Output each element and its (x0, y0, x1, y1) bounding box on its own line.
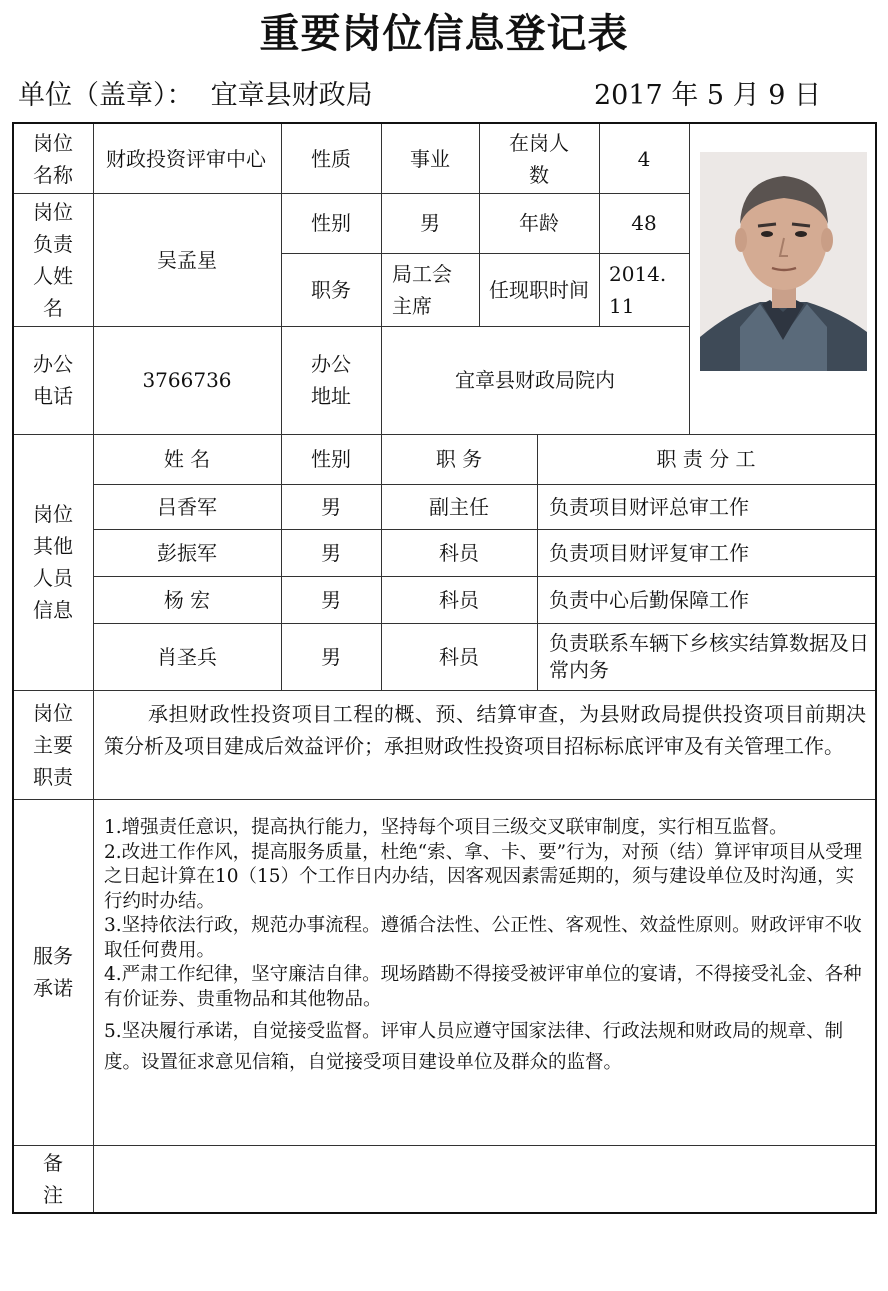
member-work: 负责中心后勤保障工作 (549, 587, 749, 612)
member-name: 杨 宏 (163, 587, 211, 612)
post-name-value: 财政投资评审中心 (106, 146, 266, 171)
office-address: 宜章县财政局院内 (455, 368, 615, 392)
members-header-name: 姓 名 (163, 447, 211, 471)
members-label: 岗位其他人员信息 (33, 502, 73, 622)
member-duty: 副主任 (429, 494, 489, 519)
member-work: 负责项目财评复审工作 (549, 540, 749, 565)
duty-label: 职务 (311, 277, 351, 302)
portrait-image (700, 152, 867, 371)
member-work: 负责项目财评总审工作 (549, 494, 749, 519)
member-gender: 男 (321, 644, 341, 669)
remarks-label: 备注 (43, 1150, 63, 1207)
grid-line (689, 124, 690, 434)
unit-value: 宜章县财政局 (210, 80, 373, 111)
service-label: 服务承诺 (33, 944, 73, 1000)
promise-item: 4.严肃工作纪律，坚守廉洁自律。现场踏勘不得接受被评审单位的宴请，不得接受礼金、各种有价证券、贵重物品和其他物品。 (104, 964, 862, 1010)
term-label: 任现职时间 (489, 277, 589, 302)
date-year-unit: 年 (671, 80, 699, 111)
office-phone: 3766736 (142, 368, 232, 392)
member-gender: 男 (321, 540, 341, 565)
date-line (594, 78, 821, 114)
members-header-gender: 性别 (311, 447, 351, 471)
gender-label: 性别 (311, 211, 351, 235)
responsibility-label: 岗位主要职责 (33, 700, 73, 789)
member-duty: 科员 (439, 644, 479, 669)
member-work: 负责联系车辆下乡核实结算数据及日常内务 (549, 630, 869, 682)
responsibility-text: 承担财政性投资项目工程的概、预、结算审查，为县财政局提供投资项目前期决策分析及项目建成后效益评价；承担财政性投资项目招标标底评审及有关管理工作。 (104, 702, 866, 758)
phone-label: 办公电话 (33, 352, 73, 408)
promise-item: 5.坚决履行承诺，自觉接受监督。评审人员应遵守国家法律、行政法规和财政局的规章、制度。设置征求意见信箱，自觉接受项目建设单位及群众的监督。 (104, 1021, 844, 1073)
promise-item: 2.改进工作作风，提高服务质量，杜绝“索、拿、卡、要”行为，对预（结）算评审项目从受理之日起计算在10（15）个工作日内办结，因客观因素需延期的，须与建设单位及时沟通，实行约时办结。 (104, 841, 863, 912)
age-label: 年龄 (519, 211, 559, 235)
promise-item: 1.增强责任意识，提高执行能力，坚持每个项目三级交叉联审制度，实行相互监督。 (104, 817, 788, 838)
unit-line (18, 78, 373, 114)
remarks-value[interactable] (93, 1145, 875, 1212)
member-duty: 科员 (439, 540, 479, 565)
address-label: 办公地址 (311, 352, 351, 408)
grid-line (14, 799, 875, 800)
leader-gender: 男 (420, 211, 440, 235)
leader-label: 岗位负责人姓名 (33, 199, 73, 320)
staff-count-label: 在岗人数 (509, 130, 569, 187)
member-gender: 男 (321, 587, 341, 612)
date-month: 5 (706, 80, 725, 111)
date-day: 9 (768, 80, 786, 111)
grid-line (14, 690, 875, 691)
unit-label: 单位（盖章）： (18, 80, 194, 111)
staff-count-value: 4 (637, 146, 651, 171)
date-day-unit: 日 (794, 80, 822, 111)
nature-label: 性质 (311, 146, 351, 171)
date-year: 2017 (594, 80, 663, 111)
leader-duty: 局工会主席 (392, 261, 452, 318)
leader-name: 吴孟星 (157, 247, 217, 272)
date-month-unit: 月 (732, 80, 760, 111)
service-promises (104, 816, 868, 1078)
leader-photo (700, 152, 867, 371)
nature-value: 事业 (410, 146, 450, 171)
member-name: 吕香军 (157, 494, 217, 519)
member-name: 彭振军 (157, 540, 217, 565)
member-duty: 科员 (439, 587, 479, 612)
leader-term: 2014.11 (609, 261, 667, 318)
post-name-label: 岗位名称 (33, 130, 73, 187)
member-gender: 男 (321, 494, 341, 519)
promise-item: 3.坚持依法行政，规范办事流程。遵循合法性、公正性、客观性、效益性原则。财政评审不收取任何费用。 (104, 915, 862, 961)
page-title: 重要岗位信息登记表 (259, 11, 629, 57)
leader-age: 48 (631, 211, 657, 235)
member-name: 肖圣兵 (157, 644, 217, 669)
members-header-duty: 职 务 (435, 447, 483, 471)
members-header-work: 职 责 分 工 (656, 447, 756, 471)
